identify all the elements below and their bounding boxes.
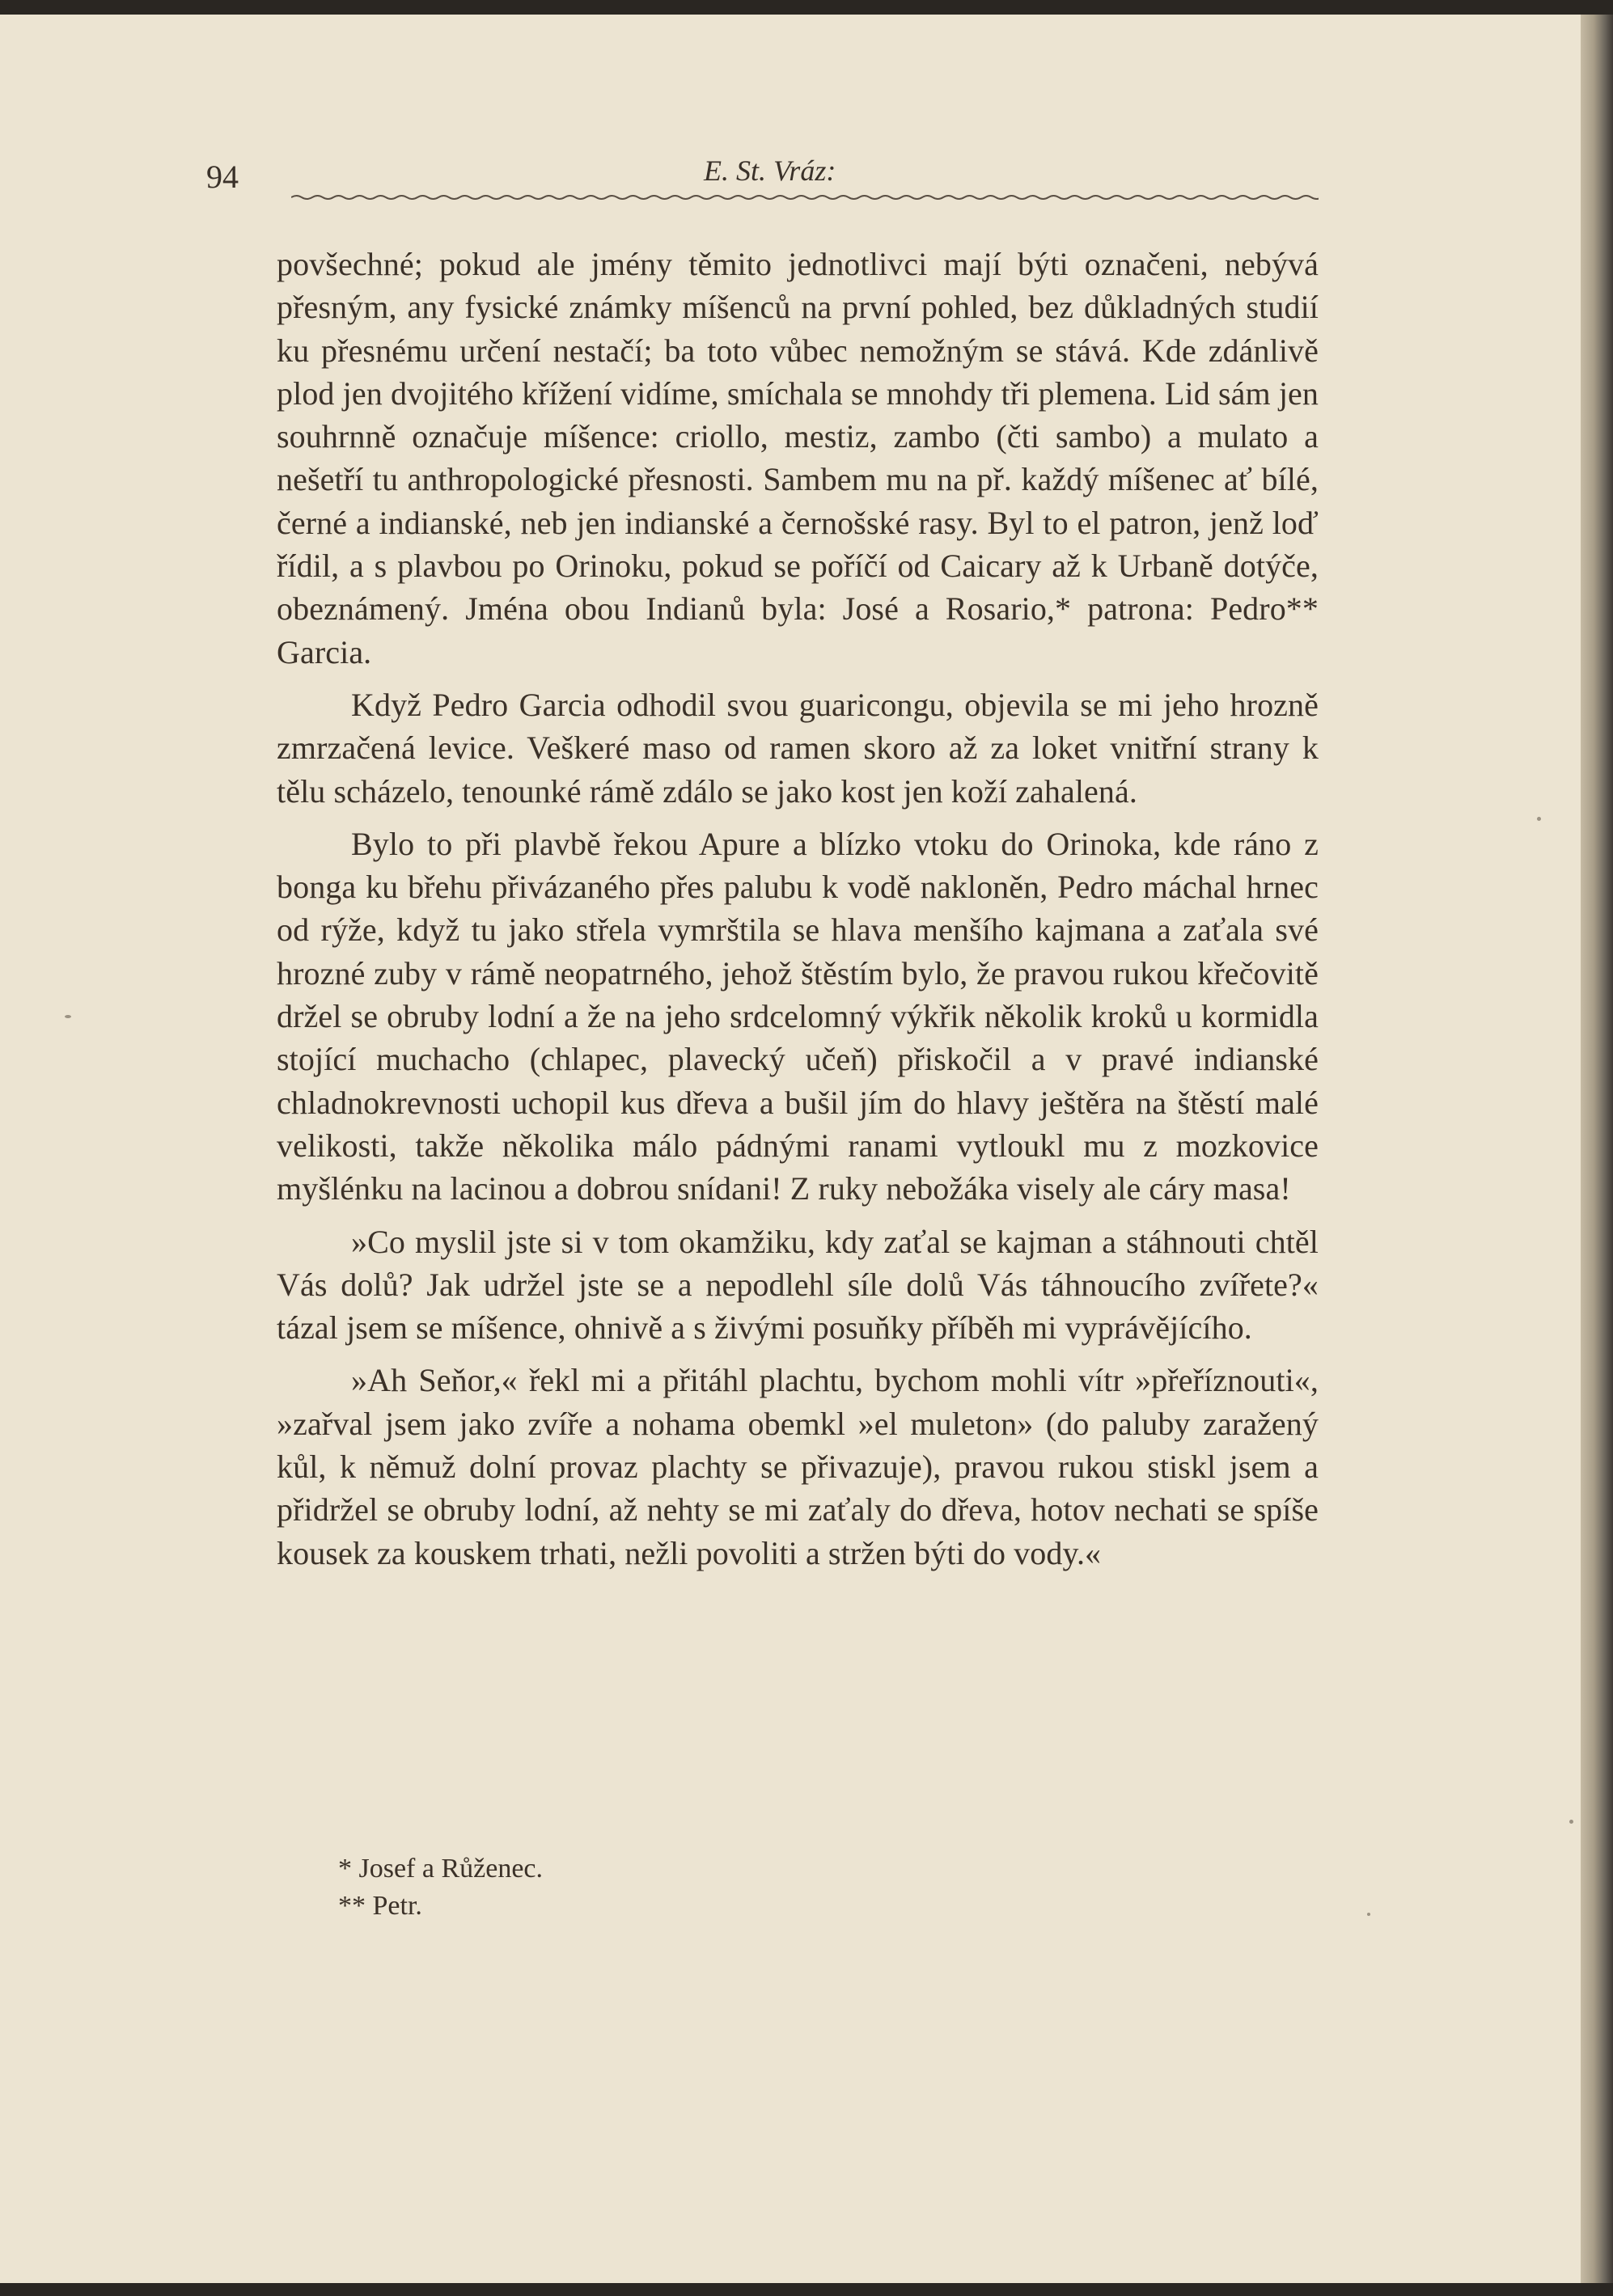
body-text: [277, 243, 1319, 1584]
bottom-scan-border: [0, 2283, 1613, 2296]
paragraph-5: »Ah Seňor,« řekl mi a přitáhl plachtu, bychom mohli vítr »přeříznouti«, »zařval jsem jako zvíře a nohama obemkl »el muleton» (do paluby zaražený kůl, k němuž dolní provaz plachty se přivazuje), pravou rukou stiskl jsem a přidržel se obruby lodní, až nehty se mi zaťaly do dřeva, hotov nechati se spíše kousek za kouskem trhati, nežli povoliti a stržen býti do vody.«: [277, 1362, 1319, 1571]
paper-speck: [65, 1015, 71, 1018]
footnote-1: * Josef a Růženec.: [338, 1854, 544, 1884]
paragraph-1: povšechné; pokud ale jmény těmito jednotlivci mají býti označeni, nebývá přesným, any fysické známky míšenců na první pohled, bez důkladných studií ku přesnému určení nestačí; ba toto vůbec nemožným se stává. Kde zdánlivě plod jen dvojitého křížení vidíme, smíchala se mnohdy tři plemena. Lid sám jen souhrnně označuje míšence: criollo, mestiz, zambo (čti sambo) a mulato a nešetří tu anthropologické přesnosti. Sambem mu na př. každý míšenec ať bílé, černé a indianské, neb jen indianské a černošské rasy. Byl to el patron, jenž loď řídil, a s plavbou po Orinoku, pokud se poříčí od Caicary až k Urbaně dotýče, obeznámený. Jména obou Indianů byla: José a Rosario,* patrona: Pedro** Garcia.: [277, 246, 1319, 670]
running-head: E. St. Vráz:: [704, 154, 836, 187]
paper-speck: [1537, 817, 1541, 821]
paragraph-4: »Co myslil jste si v tom okamžiku, kdy zaťal se kajman a stáhnouti chtěl Vás dolů? Jak udržel jste se a nepodlehl síle dolů Vás táhnoucího zvířete?« tázal jsem se míšence, ohnivě a s živými posuňky příběh mi vyprávějícího.: [277, 1223, 1319, 1347]
footnote-2: ** Petr.: [338, 1891, 422, 1921]
book-binding-edge: [1581, 15, 1613, 2283]
wavy-rule-divider: [291, 191, 1319, 204]
paragraph-3: Bylo to při plavbě řekou Apure a blízko vtoku do Orinoka, kde ráno z bonga ku břehu přivázaného přes palubu k vodě nakloněn, Pedro máchal hrnec od rýže, když tu jako střela vymrštila se hlava menšího kajmana a zaťala své hrozné zuby v rámě neopatrného, jehož štěstím bylo, že pravou rukou křečovitě držel se obruby lodní a že na jeho srdcelomný výkřik několik kroků u kormidla stojící muchacho (chlapec, plavecký učeň) přiskočil a v pravé indianské chladnokrevnosti uchopil kus dřeva a bušil jím do hlavy ještěra na štěstí malé velikosti, takže několika málo pádnými ranami vytloukl mu z mozkovice myšlénku na lacinou a dobrou snídani! Z ruky nebožáka visely ale cáry masa!: [277, 825, 1319, 1207]
page-number: 94: [206, 159, 239, 195]
paper-speck: [1367, 1913, 1370, 1916]
paper-speck: [1569, 1820, 1573, 1824]
paragraph-2: Když Pedro Garcia odhodil svou guaricongu, objevila se mi jeho hrozně zmrzačená levice. Veškeré maso od ramen skoro až za loket vnitřní strany k tělu scházelo, tenounké rámě zdálo se jako kost jen koží zahalená.: [277, 686, 1319, 810]
top-scan-border: [0, 0, 1613, 15]
footnotes: [338, 1850, 543, 1925]
